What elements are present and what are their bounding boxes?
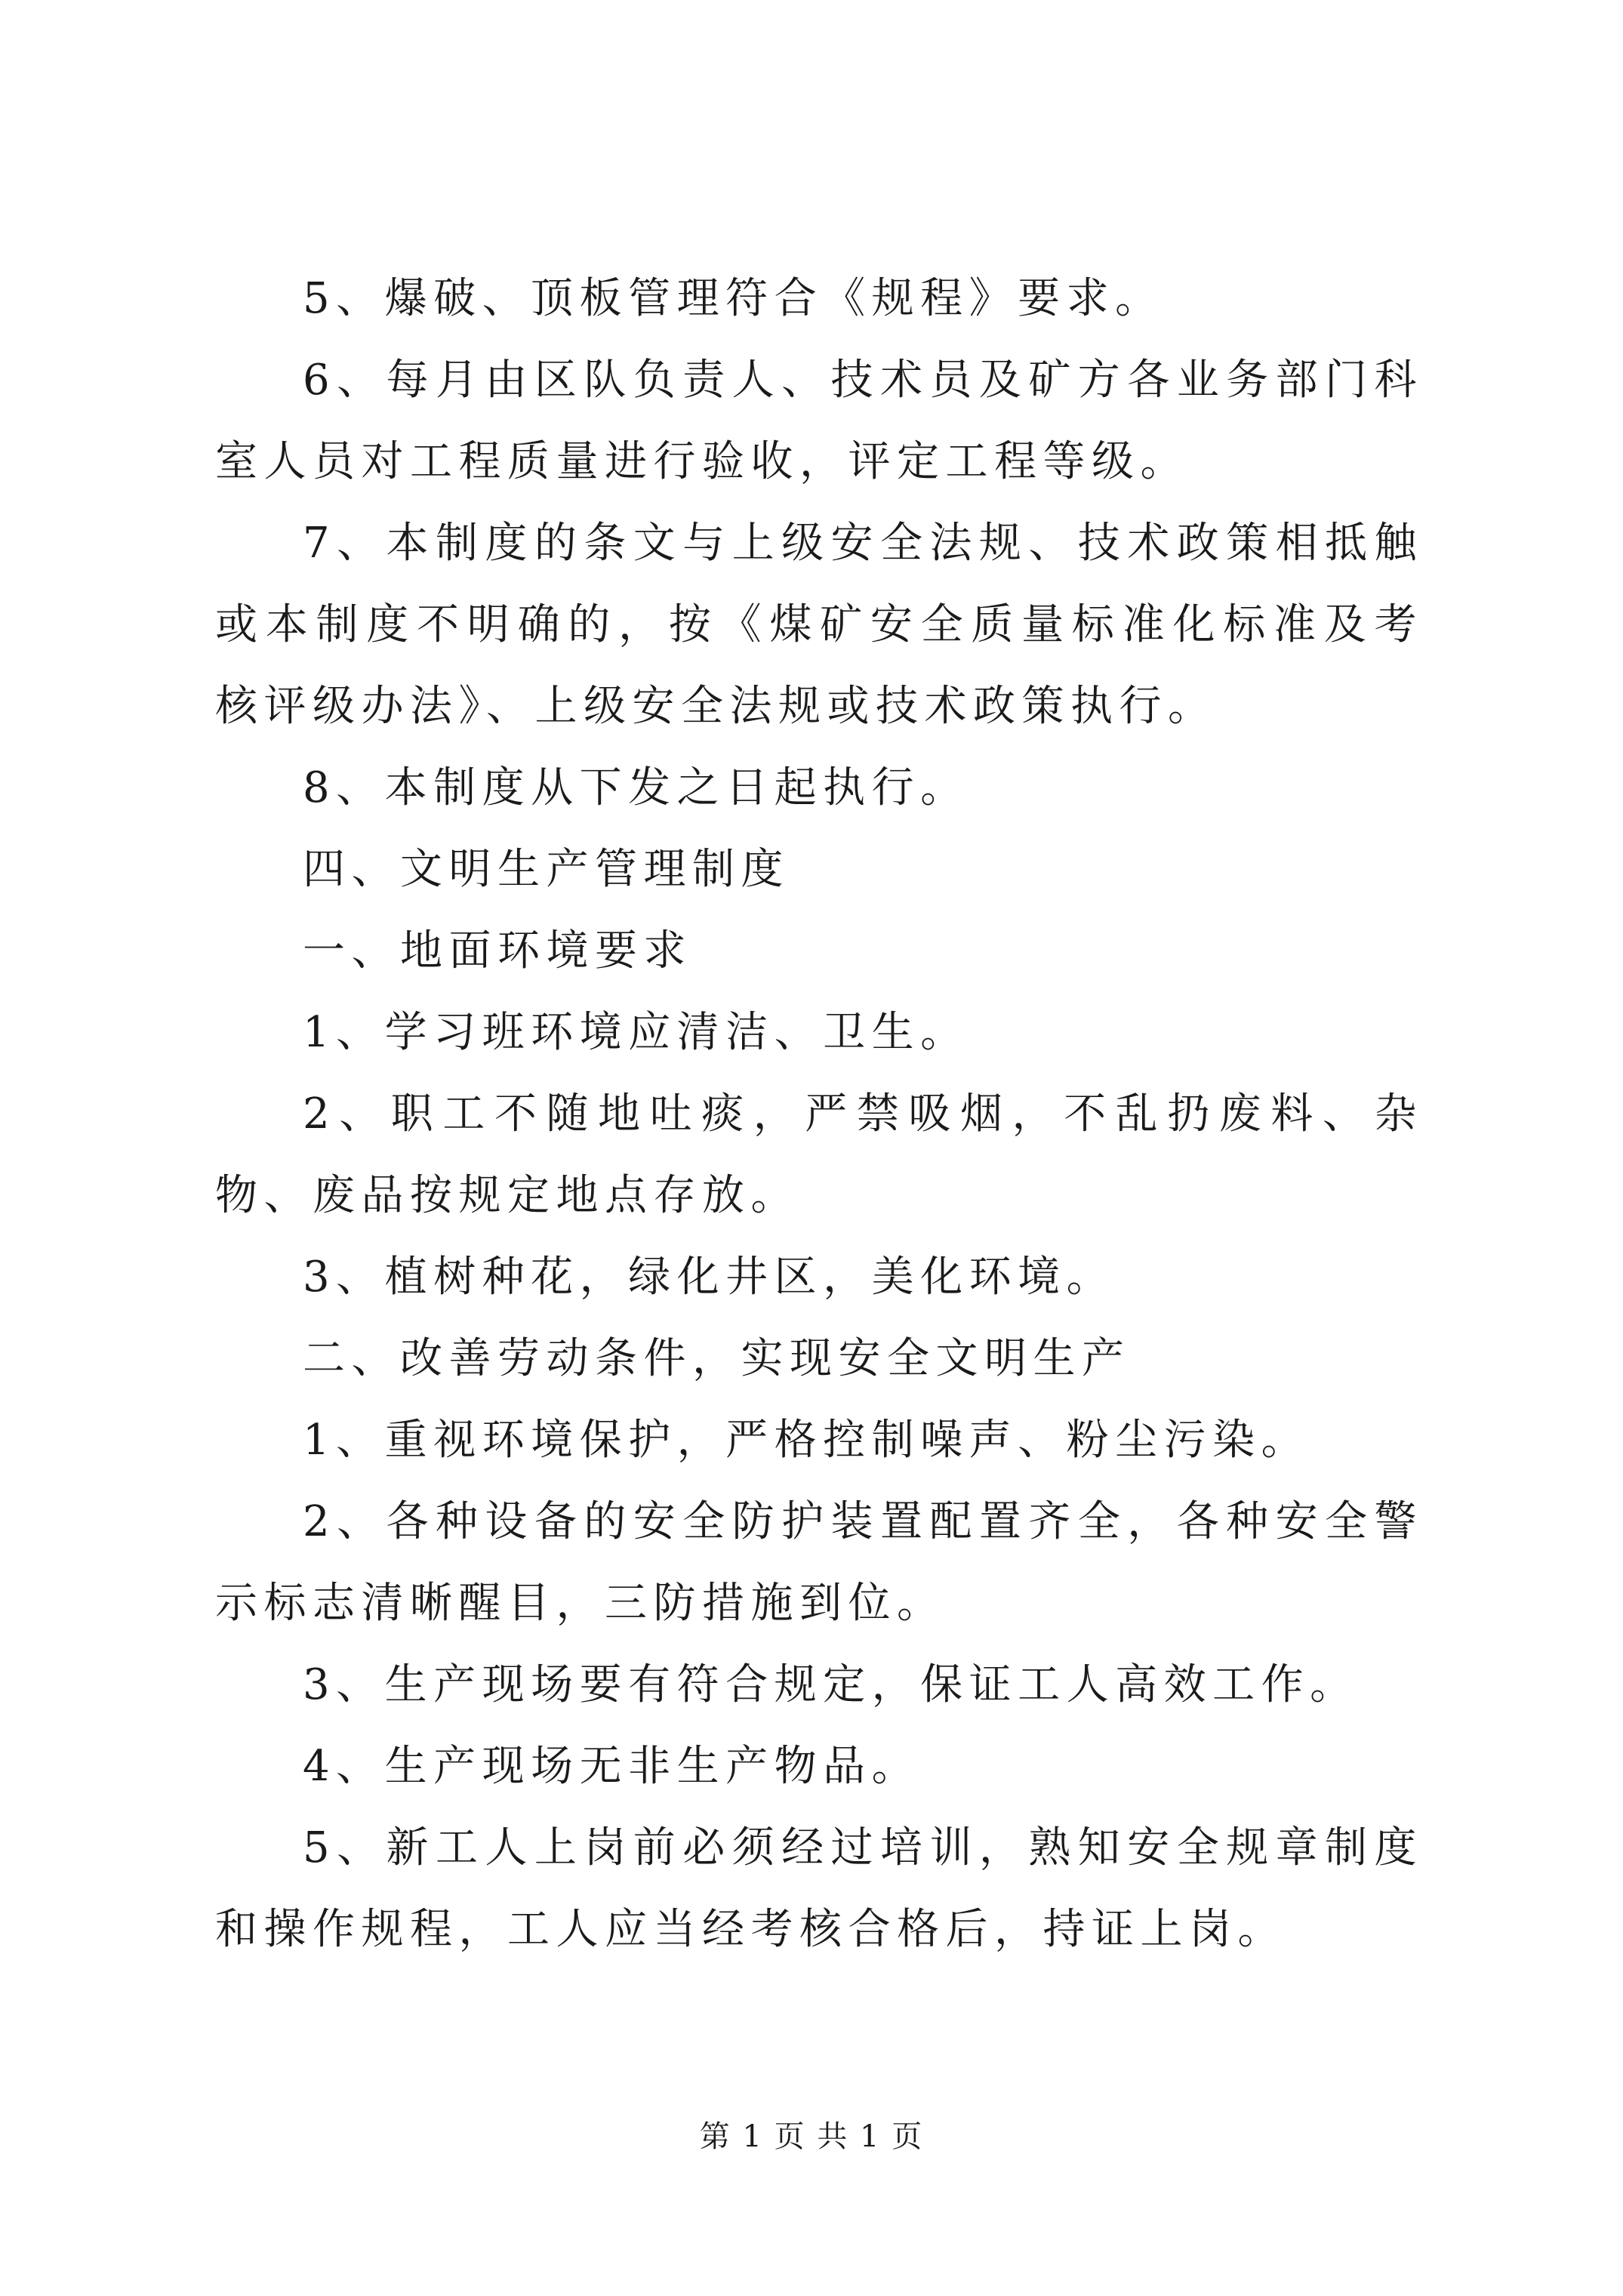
paragraph-new-worker-training: 5、新工人上岗前必须经过培训，熟知安全规章制度和操作规程，工人应当经考核合格后，持证上岗。	[215, 1823, 1423, 1954]
paragraph-effective-date: 8、本制度从下发之日起执行。	[303, 763, 969, 812]
paragraph-no-spitting-smoking: 2、职工不随地吐痰，严禁吸烟，不乱扔废料、杂物、废品按规定地点存放。	[215, 1089, 1423, 1220]
subsection-heading-ground-environment: 一、地面环境要求	[303, 926, 692, 975]
paragraph-no-non-production-items: 4、生产现场无非生产物品。	[303, 1742, 921, 1791]
paragraph-site-compliance: 3、生产现场要有符合规定，保证工人高效工作。	[303, 1660, 1359, 1709]
paragraph-conflict-rule: 7、本制度的条文与上级安全法规、技术政策相抵触或本制度不明确的，按《煤矿安全质量标准化标准及考核评级办法》、上级安全法规或技术政策执行。	[215, 519, 1423, 731]
paragraph-monthly-acceptance: 6、每月由区队负责人、技术员及矿方各业务部门科室人员对工程质量进行验收，评定工程等级。	[215, 356, 1423, 486]
document-body	[215, 258, 1423, 1971]
paragraph-safety-devices: 2、各种设备的安全防护装置配置齐全，各种安全警示标志清晰醒目，三防措施到位。	[215, 1497, 1423, 1628]
paragraph-greening: 3、植树种花，绿化井区，美化环境。	[303, 1253, 1116, 1302]
page-footer: 第 1 页 共 1 页	[699, 2119, 924, 2154]
section-heading-civilized-production: 四、文明生产管理制度	[303, 845, 790, 894]
paragraph-environment-protection: 1、重视环境保护，严格控制噪声、粉尘污染。	[303, 1416, 1310, 1465]
paragraph-study-room-clean: 1、学习班环境应清洁、卫生。	[303, 1008, 969, 1057]
paragraph-blasting-roof: 5、爆破、顶板管理符合《规程》要求。	[303, 274, 1164, 323]
subsection-heading-working-conditions: 二、改善劳动条件，实现安全文明生产	[303, 1334, 1131, 1383]
